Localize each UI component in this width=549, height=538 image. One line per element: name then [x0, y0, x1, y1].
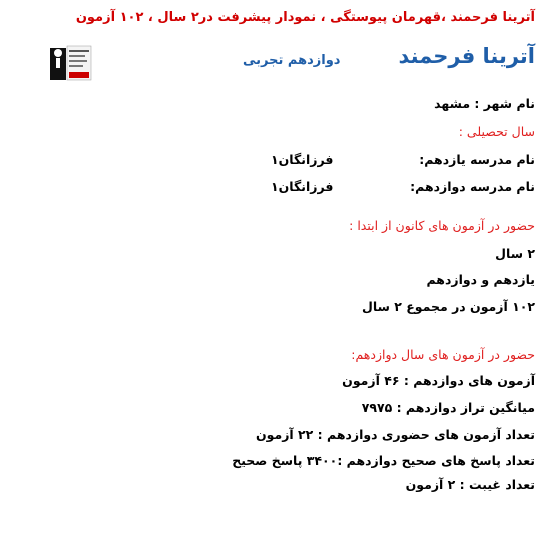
school-12-value: فرزانگان۱: [271, 179, 334, 194]
city-line: نام شهر : مشهد: [434, 96, 535, 111]
year-attendance-title: حضور در آزمون های سال دوازدهم:: [351, 347, 535, 362]
total-grades: یازدهم و دوازدهم: [426, 272, 535, 287]
total-attendance-title: حضور در آزمون های کانون از ابتدا :: [349, 218, 535, 233]
total-years: ۲ سال: [495, 246, 535, 261]
student-name: آترینا فرحمند: [398, 44, 535, 68]
total-exams: ۱۰۲ آزمون در مجموع ۲ سال: [362, 299, 535, 314]
student-grade: دوازدهم تجربی: [243, 53, 341, 68]
page-header-title: آترینا فرحمند ،قهرمان پیوستگی ، نمودار پیشرفت در۲ سال ، ۱۰۲ آزمون: [75, 10, 535, 25]
year-correct-answers: تعداد پاسخ های صحیح دوازدهم :۳۴۰۰ پاسخ صحیح: [232, 453, 535, 468]
year-absences: تعداد غیبت : ۲ آزمون: [405, 477, 535, 492]
kanoon-logo-icon: [50, 44, 92, 82]
school-11-value: فرزانگان۱: [271, 152, 334, 167]
school-11-label: نام مدرسه یازدهم:: [419, 152, 535, 167]
year-in-person-exams: تعداد آزمون های حضوری دوازدهم : ۲۲ آزمون: [255, 427, 535, 442]
academic-year-title: سال تحصیلی :: [458, 124, 535, 139]
school-12-label: نام مدرسه دوازدهم:: [410, 179, 535, 194]
year-exams: آزمون های دوازدهم : ۴۶ آزمون: [342, 373, 535, 388]
year-average-score: میانگین تراز دوازدهم : ۷۹۷۵: [361, 400, 535, 415]
